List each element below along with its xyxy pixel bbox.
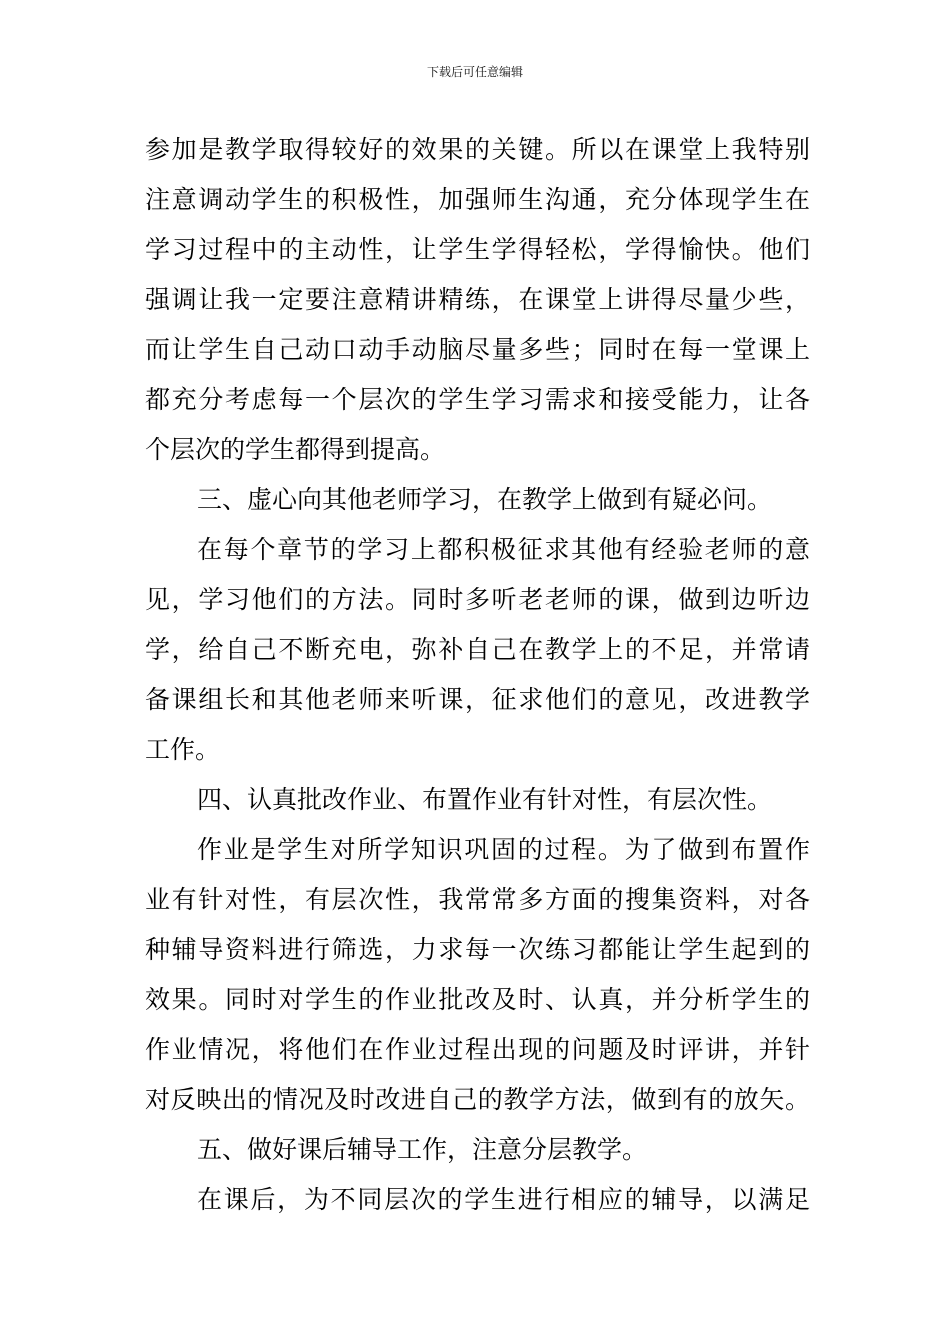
- text-line: 强调让我一定要注意精讲精练，在课堂上讲得尽量少些，: [145, 285, 810, 314]
- document-body: [145, 125, 810, 1225]
- text-line: 都充分考虑每一个层次的学生学习需求和接受能力，让各: [145, 385, 810, 414]
- section-heading: 四、认真批改作业、布置作业有针对性，有层次性。: [197, 785, 773, 814]
- text-line: 在课后，为不同层次的学生进行相应的辅导，以满足: [197, 1185, 810, 1214]
- text-line: 见，学习他们的方法。同时多听老老师的课，做到边听边: [145, 585, 810, 614]
- text-line: 效果。同时对学生的作业批改及时、认真，并分析学生的: [145, 985, 810, 1014]
- text-line: 种辅导资料进行筛选，力求每一次练习都能让学生起到的: [145, 935, 810, 964]
- text-line: 作业是学生对所学知识巩固的过程。为了做到布置作: [197, 835, 810, 864]
- text-line: 学习过程中的主动性，让学生学得轻松，学得愉快。他们: [145, 235, 810, 264]
- text-line: 参加是教学取得较好的效果的关键。所以在课堂上我特别: [145, 135, 810, 164]
- text-line: 注意调动学生的积极性，加强师生沟通，充分体现学生在: [145, 185, 810, 214]
- text-line: 业有针对性，有层次性，我常常多方面的搜集资料，对各: [145, 885, 810, 914]
- text-line: 学，给自己不断充电，弥补自己在教学上的不足，并常请: [145, 635, 810, 664]
- section-heading: 五、做好课后辅导工作，注意分层教学。: [197, 1135, 648, 1164]
- text-line: 备课组长和其他老师来听课，征求他们的意见，改进教学: [145, 685, 810, 714]
- text-line: 作业情况，将他们在作业过程出现的问题及时评讲，并针: [145, 1035, 810, 1064]
- text-line: 个层次的学生都得到提高。: [145, 435, 446, 464]
- section-heading: 三、虚心向其他老师学习，在教学上做到有疑必问。: [197, 485, 773, 514]
- text-line: 工作。: [145, 735, 221, 764]
- page-header: 下载后可任意编辑: [426, 65, 523, 79]
- text-line: 在每个章节的学习上都积极征求其他有经验老师的意: [197, 535, 810, 564]
- text-line: 而让学生自己动口动手动脑尽量多些；同时在每一堂课上: [145, 335, 810, 364]
- text-line: 对反映出的情况及时改进自己的教学方法，做到有的放矢。: [145, 1085, 810, 1114]
